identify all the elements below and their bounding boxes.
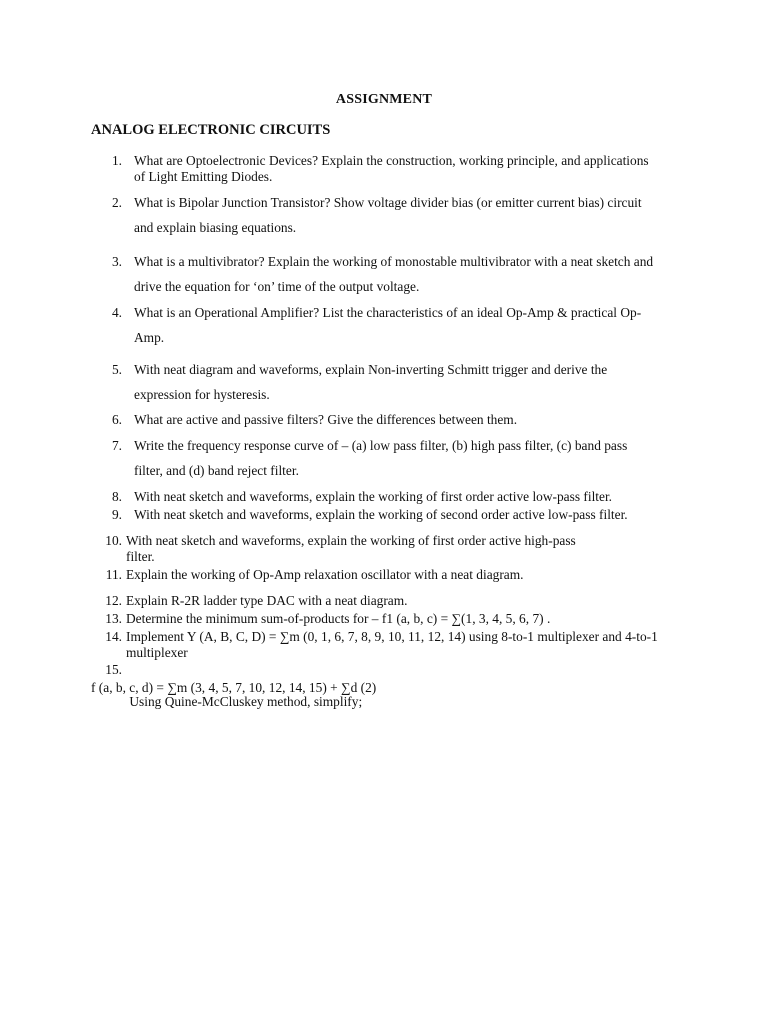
question-item [86, 611, 686, 627]
question-number: 4. [111, 305, 122, 320]
question-number: 5. [111, 362, 122, 377]
boolean-expression: f (a, b, c, d) = ∑m (3, 4, 5, 7, 10, 12, 14, 15) + ∑d (2) [91, 680, 377, 695]
question-item [86, 305, 686, 346]
question-number: 15. [105, 662, 122, 677]
question-text: What are Optoelectronic Devices? Explain the construction, working principle, and applications of Light Emitting Diodes. [134, 153, 649, 184]
question-number: 9. [111, 507, 122, 522]
question-text: Explain the working of Op-Amp relaxation oscillator with a neat diagram. [126, 567, 524, 582]
question-item [86, 438, 686, 479]
question-item [86, 567, 686, 583]
question-item [86, 254, 686, 295]
subject-heading: ANALOG ELECTRONIC CIRCUITS [91, 122, 331, 138]
question-number: 12. [105, 593, 122, 608]
question-text: With neat diagram and waveforms, explain Non-inverting Schmitt trigger and derive the expression for hysteresis. [134, 362, 608, 402]
question-item [86, 593, 686, 609]
question-text: What are active and passive filters? Give the differences between them. [134, 412, 518, 427]
question-number: 7. [111, 438, 122, 453]
question-item [86, 489, 686, 505]
question-text: What is an Operational Amplifier? List the characteristics of an ideal Op-Amp & practical Op- Amp. [134, 305, 642, 345]
question-number: 11. [105, 567, 122, 582]
question-text: Implement Y (A, B, C, D) = ∑m (0, 1, 6, 7, 8, 9, 10, 11, 12, 14) using 8-to-1 multiplexer and 4-to-1 multiplexer [126, 629, 658, 660]
document-title: ASSIGNMENT [335, 92, 433, 107]
question-text: With neat sketch and waveforms, explain the working of second order active low-pass filter. [134, 507, 628, 522]
question-number: 6. [111, 412, 122, 427]
question-text: What is Bipolar Junction Transistor? Show voltage divider bias (or emitter current bias) circuit and explain biasing equations. [134, 195, 642, 235]
question-item [86, 153, 686, 185]
question-text: Using Quine-McCluskey method, simplify; [126, 694, 363, 709]
question-number: 2. [111, 195, 122, 210]
question-item [86, 662, 686, 742]
question-text: With neat sketch and waveforms, explain the working of first order active low-pass filter. [134, 489, 613, 504]
question-number: 13. [105, 611, 122, 626]
question-number: 14. [105, 629, 122, 644]
question-number: 8. [111, 489, 122, 504]
question-text: With neat sketch and waveforms, explain the working of first order active high-pass filter. [126, 533, 576, 564]
question-item [86, 629, 686, 661]
question-item [86, 507, 686, 523]
question-text: Explain R-2R ladder type DAC with a neat diagram. [126, 593, 408, 608]
question-item [86, 195, 686, 236]
question-item [86, 533, 686, 565]
question-number: 3. [111, 254, 122, 269]
question-number: 1. [111, 153, 122, 168]
question-text: Write the frequency response curve of – (a) low pass filter, (b) high pass filter, (c) band pass filter, and (d) band reject filter. [134, 438, 628, 478]
question-text: What is a multivibrator? Explain the working of monostable multivibrator with a neat sketch and drive the equation for ‘on’ time of the output voltage. [134, 254, 654, 294]
question-item [86, 412, 686, 428]
question-text: Determine the minimum sum-of-products for – f1 (a, b, c) = ∑(1, 3, 4, 5, 6, 7) . [126, 611, 551, 626]
question-item [86, 362, 686, 403]
question-number: 10. [105, 533, 122, 548]
